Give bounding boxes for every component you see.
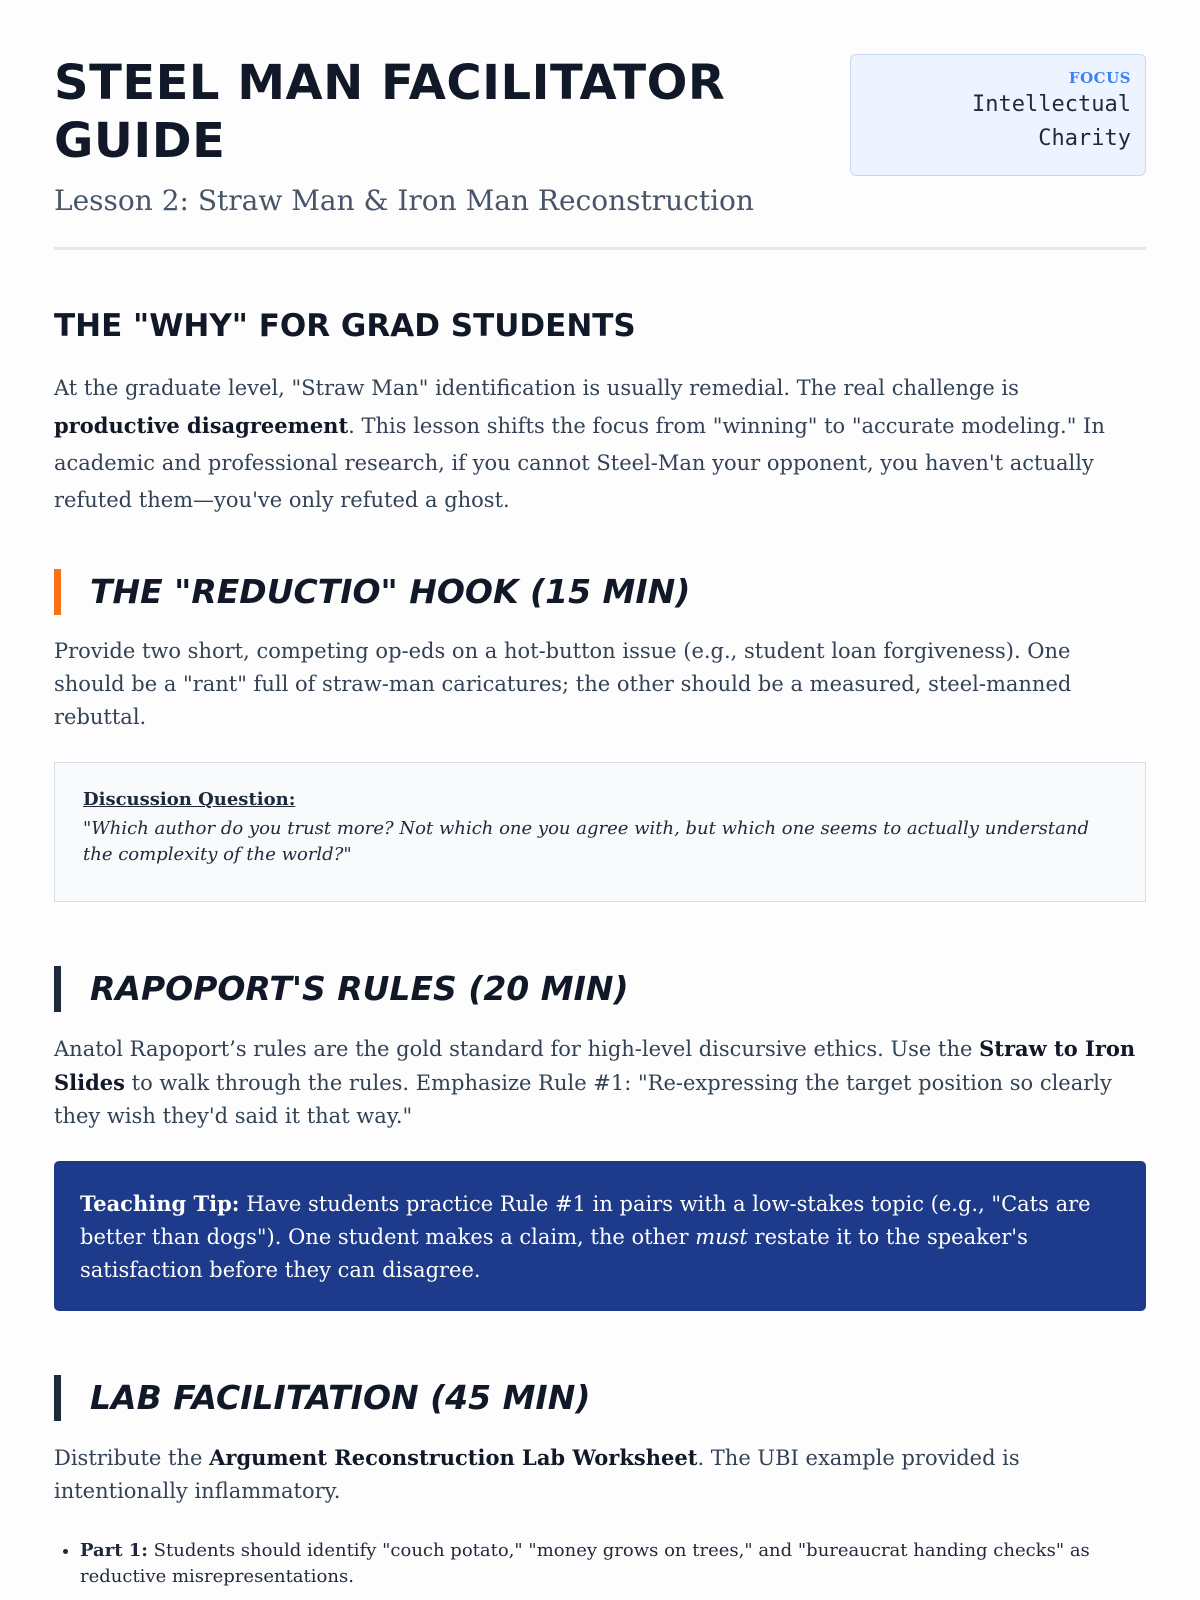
why-heading: THE "WHY" FOR GRAD STUDENTS: [54, 308, 636, 344]
rapoport-accent-bar: [54, 966, 61, 1012]
lab-text-a: Distribute the: [54, 1446, 210, 1470]
teaching-tip-emphasis: must: [695, 1225, 748, 1249]
teaching-tip-label: Teaching Tip:: [80, 1191, 240, 1216]
discussion-question-label: Discussion Question:: [83, 789, 296, 810]
part1-text: Students should identify "couch potato," "money grows on trees," and "bureaucrat handing checks" as reductive misrepresentations.: [80, 1540, 1090, 1587]
why-text-a: At the graduate level, "Straw Man" identification is usually remedial. The real challenge is: [54, 376, 1019, 400]
rapoport-bold: Straw to Iron Slides: [54, 1036, 1136, 1095]
rapoport-text-a: Anatol Rapoport’s rules are the gold standard for high-level discursive ethics. Use the: [54, 1037, 980, 1061]
guide-header: [54, 0, 1146, 250]
list-item: [80, 1538, 1146, 1590]
lab-bold: Argument Reconstruction Lab Worksheet: [209, 1445, 698, 1470]
lab-accent-bar: [54, 1375, 61, 1421]
rapoport-paragraph: [54, 1032, 1146, 1133]
teaching-tip-box: [54, 1161, 1146, 1311]
rapoport-text-b: to walk through the rules. Emphasize Rule #1: "Re-expressing the target position so clearly they wish they'd said it that way.": [54, 1071, 1112, 1128]
why-text-b: . This lesson shifts the focus from "winning" to "accurate modeling." In academic and professional research, if you cannot Steel-Man your opponent, you haven't actually refuted them—you've only refuted a ghost.: [54, 414, 1105, 512]
teaching-tip-text-a: Have students practice Rule #1 in pairs with a low-stakes topic (e.g., "Cats are better than dogs"). One student makes a claim, the other: [80, 1192, 1091, 1249]
lab-heading-text: LAB FACILITATION (45 MIN): [90, 1378, 591, 1417]
discussion-question-box: [54, 762, 1146, 902]
hook-accent-bar: [54, 569, 61, 615]
rapoport-heading: [54, 966, 1146, 1012]
rapoport-heading-text: RAPOPORT'S RULES (20 MIN): [90, 969, 629, 1008]
teaching-tip-text-b: restate it to the speaker's satisfaction before they can disagree.: [80, 1225, 1028, 1282]
lab-text-b: . The UBI example provided is intentionally inflammatory.: [54, 1446, 1020, 1503]
lab-parts-list: [54, 1538, 1146, 1590]
lab-paragraph: [54, 1441, 1146, 1508]
lesson-subtitle: Lesson 2: Straw Man & Iron Man Reconstruction: [54, 184, 754, 217]
discussion-question-text: "Which author do you trust more? Not which one you agree with, but which one seems to actually understand the complexity of the world?": [83, 818, 1089, 865]
lab-heading: [54, 1375, 1146, 1421]
focus-label: FOCUS: [1068, 69, 1131, 87]
page-title: STEEL MAN FACILITATOR GUIDE: [54, 55, 726, 169]
hook-heading: [54, 569, 1146, 615]
hook-heading-text: THE "REDUCTIO" HOOK (15 MIN): [90, 572, 691, 611]
why-bold: productive disagreement: [54, 413, 349, 438]
part1-label: Part 1:: [80, 1540, 148, 1561]
why-paragraph: [54, 370, 1146, 519]
focus-value-line2: Charity: [1038, 126, 1131, 151]
focus-box: [850, 54, 1146, 176]
hook-paragraph: Provide two short, competing op-eds on a hot-button issue (e.g., student loan forgiveness). One should be a "rant" full of straw-man caricatures; the other should be a measured, steel-manned rebuttal.: [54, 639, 1072, 729]
focus-value-line1: Intellectual: [972, 92, 1131, 117]
